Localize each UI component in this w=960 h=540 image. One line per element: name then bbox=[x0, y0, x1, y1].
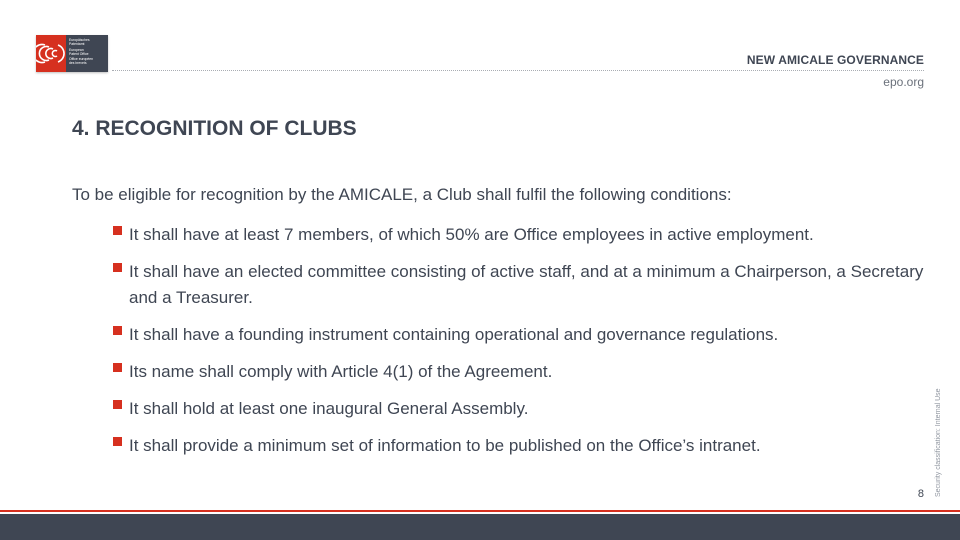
page-number: 8 bbox=[917, 488, 924, 500]
footer-accent-line bbox=[0, 510, 960, 512]
condition-item bbox=[112, 359, 927, 385]
logo-group-de bbox=[69, 38, 106, 46]
header-title: NEW AMICALE GOVERNANCE bbox=[746, 53, 924, 67]
condition-text: It shall hold at least one inaugural General Assembly. bbox=[129, 399, 529, 418]
logo-line: Patent Office bbox=[69, 51, 89, 56]
logo-line: Office européen bbox=[69, 57, 94, 62]
condition-text: It shall have an elected committee consisting of active staff, and at a minimum a Chairperson, a Secretary and a Treasurer. bbox=[129, 262, 924, 307]
epo-logo-mark bbox=[36, 35, 66, 72]
header-site-link[interactable]: epo.org bbox=[883, 75, 924, 89]
square-bullet-icon bbox=[113, 263, 122, 272]
condition-text: It shall provide a minimum set of information to be published on the Office’s intranet. bbox=[129, 436, 761, 455]
square-bullet-icon bbox=[113, 326, 122, 335]
condition-item bbox=[112, 433, 927, 459]
logo-line: des brevets bbox=[69, 61, 87, 66]
condition-text: It shall have at least 7 members, of which 50% are Office employees in active employment. bbox=[129, 225, 814, 244]
epo-logo-text bbox=[66, 35, 108, 72]
square-bullet-icon bbox=[113, 437, 122, 446]
slide-title: 4. RECOGNITION OF CLUBS bbox=[72, 117, 357, 140]
header-divider bbox=[112, 70, 924, 71]
intro-text: To be eligible for recognition by the AMICALE, a Club shall fulfil the following conditions: bbox=[72, 185, 732, 204]
conditions-list bbox=[112, 222, 927, 470]
condition-text: Its name shall comply with Article 4(1) of the Agreement. bbox=[129, 362, 553, 381]
condition-text: It shall have a founding instrument containing operational and governance regulations. bbox=[129, 325, 779, 344]
square-bullet-icon bbox=[113, 400, 122, 409]
epo-emblem-icon bbox=[36, 35, 66, 72]
logo-line: European bbox=[69, 47, 84, 52]
footer-band bbox=[0, 514, 960, 540]
epo-logo bbox=[36, 35, 108, 72]
logo-group-en bbox=[69, 48, 106, 56]
security-classification: Security classification: Internal Use bbox=[935, 388, 942, 497]
logo-line: Europäisches bbox=[69, 38, 90, 42]
square-bullet-icon bbox=[113, 363, 122, 372]
condition-item bbox=[112, 396, 927, 422]
condition-item bbox=[112, 222, 927, 248]
logo-line: Patentamt bbox=[69, 42, 85, 47]
condition-item bbox=[112, 322, 927, 348]
logo-group-fr bbox=[69, 57, 106, 65]
condition-item bbox=[112, 259, 927, 311]
square-bullet-icon bbox=[113, 226, 122, 235]
